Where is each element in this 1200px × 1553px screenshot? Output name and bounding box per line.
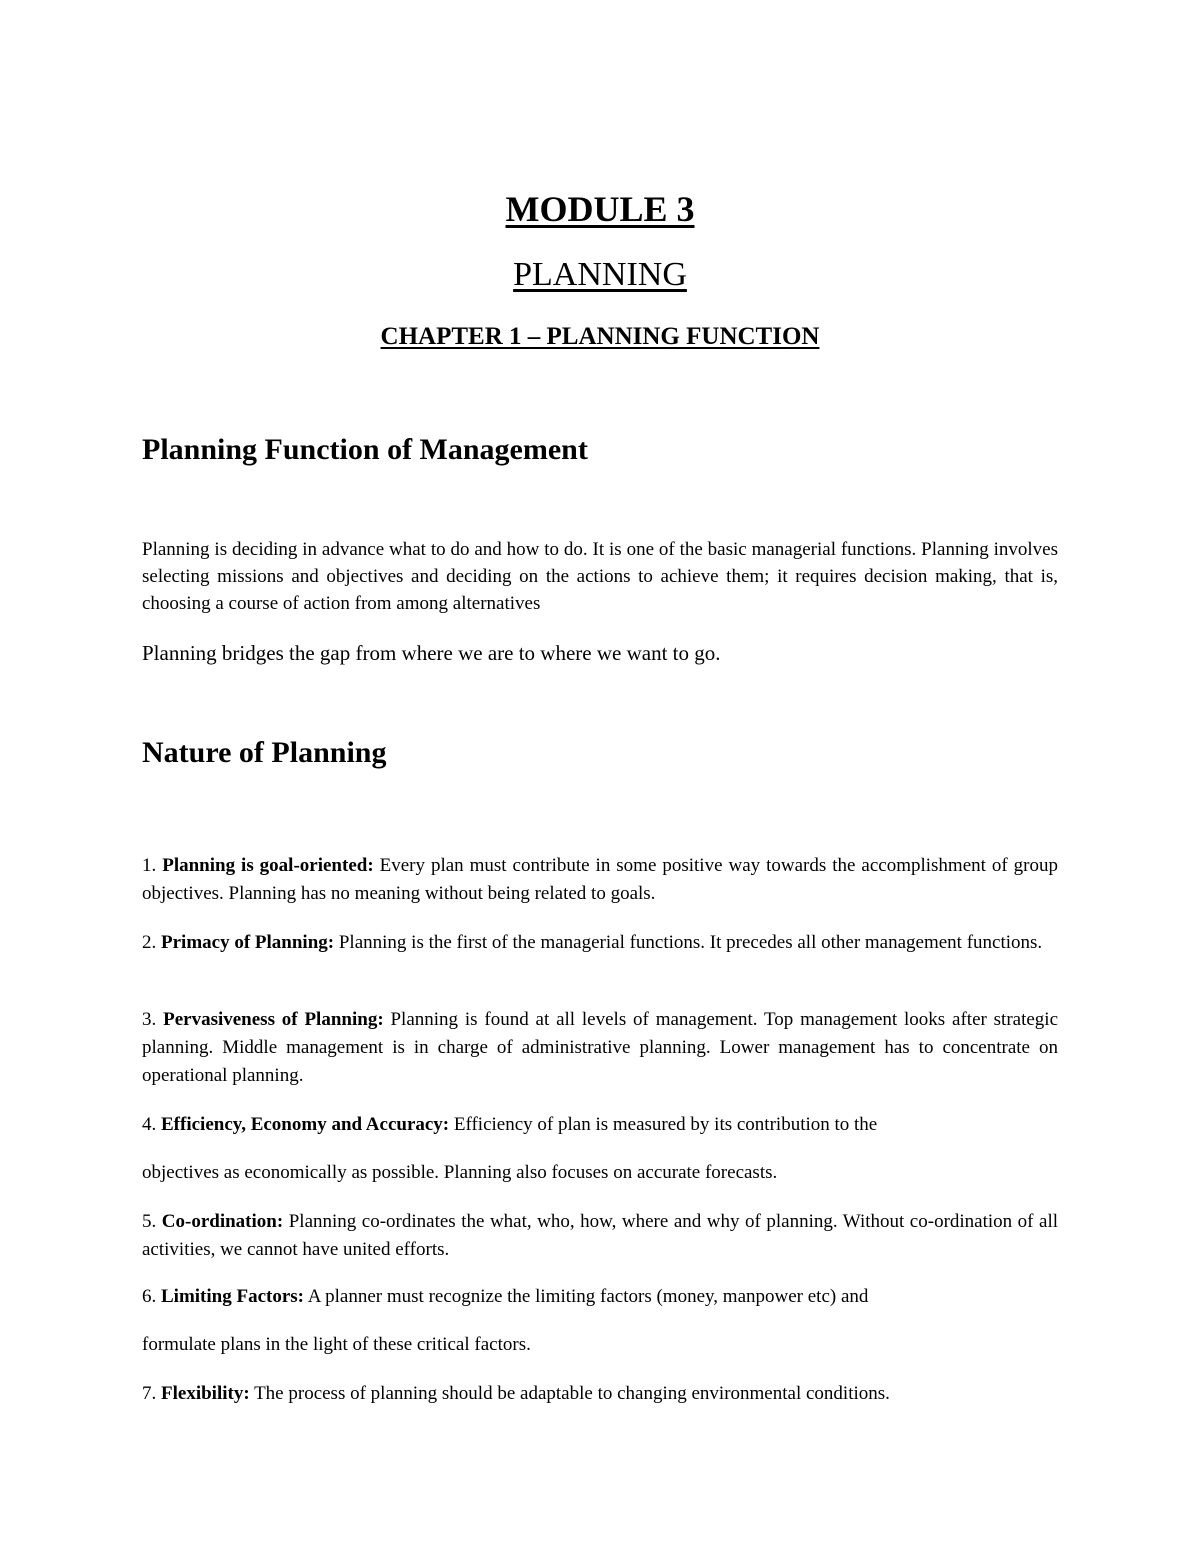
list-item — [142, 1380, 1058, 1408]
item-number: 3. — [142, 1009, 157, 1030]
item-number: 2. — [142, 932, 157, 953]
item-text: A planner must recognize the limiting factors (money, manpower etc) and — [307, 1286, 869, 1307]
item-title: Pervasiveness of Planning: — [163, 1009, 384, 1030]
item-text: The process of planning should be adaptable to changing environmental conditions. — [254, 1383, 890, 1404]
item-number: 1. — [142, 855, 157, 876]
item-title: Efficiency, Economy and Accuracy: — [161, 1114, 450, 1135]
section-heading-nature: Nature of Planning — [142, 736, 387, 769]
item-number: 6. — [142, 1286, 157, 1307]
item-number: 5. — [142, 1211, 157, 1232]
item-title: Limiting Factors: — [161, 1286, 305, 1307]
item-text: Planning is found at all levels of management. Top management looks after strategic planning. Middle management is in charge of administrative planning. Lower management has to concentrate on operational planning. — [142, 1009, 1059, 1086]
list-item — [142, 1283, 1058, 1311]
list-item — [142, 852, 1058, 908]
item-title: Flexibility: — [161, 1383, 250, 1404]
item-number: 4. — [142, 1114, 157, 1135]
item-continuation: objectives as economically as possible. Planning also focuses on accurate forecasts. — [142, 1162, 778, 1183]
chapter-title: CHAPTER 1 – PLANNING FUNCTION — [380, 323, 820, 350]
section-heading-planning-function: Planning Function of Management — [142, 433, 588, 466]
paragraph-definition: Planning is deciding in advance what to do and how to do. It is one of the basic managerial functions. Planning involves selecting missions and objectives and deciding on the actions to achieve them; it requires decision making, that is, choosing a course of action from among alternatives — [142, 539, 1058, 614]
item-title: Co-ordination: — [161, 1211, 284, 1232]
subject-title: PLANNING — [513, 256, 687, 293]
list-item — [142, 1006, 1058, 1090]
item-number: 7. — [142, 1383, 157, 1404]
item-title: Planning is goal-oriented: — [162, 855, 374, 876]
item-text: Every plan must contribute in some positive way towards the accomplishment of group objectives. Planning has no meaning without being related to goals. — [142, 855, 1058, 904]
item-title: Primacy of Planning: — [161, 932, 335, 953]
item-continuation: formulate plans in the light of these critical factors. — [142, 1334, 531, 1355]
module-title: MODULE 3 — [505, 189, 695, 229]
item-text: Efficiency of plan is measured by its contribution to the — [453, 1114, 878, 1135]
list-item — [142, 1208, 1058, 1264]
list-item — [142, 929, 1058, 957]
item-text: Planning co-ordinates the what, who, how, where and why of planning. Without co-ordination of all activities, we cannot have united efforts. — [142, 1211, 1059, 1260]
list-item — [142, 1111, 1058, 1139]
item-text: Planning is the first of the managerial functions. It precedes all other management functions. — [338, 932, 1043, 953]
paragraph-bridge: Planning bridges the gap from where we are to where we want to go. — [142, 641, 721, 665]
